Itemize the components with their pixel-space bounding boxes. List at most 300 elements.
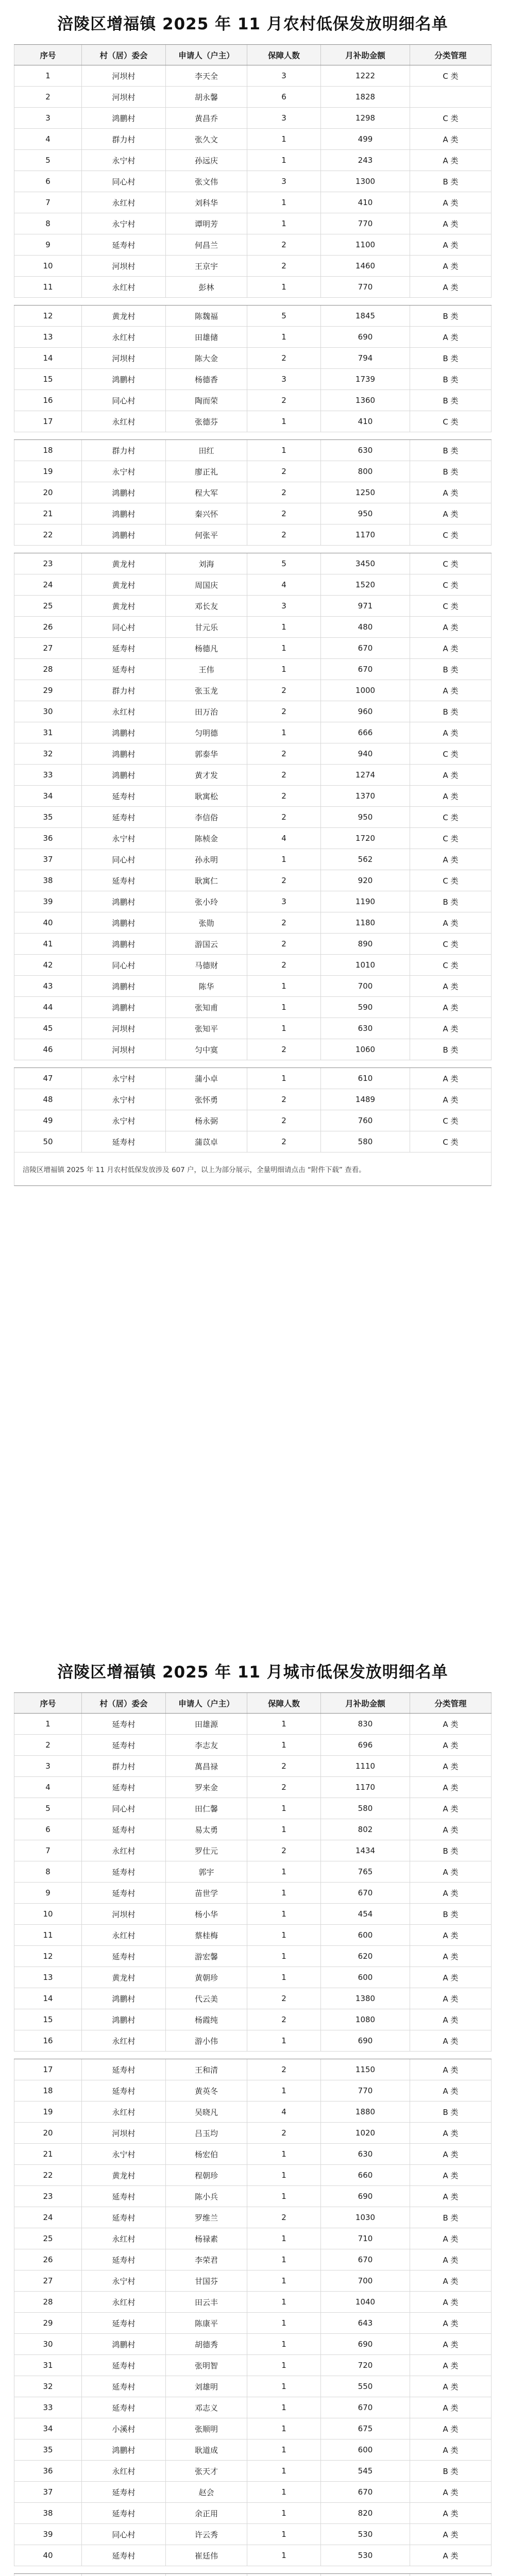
village-cell: 鸿鹏村 xyxy=(82,1988,166,2009)
table-row xyxy=(14,574,492,596)
village-cell: 延寿村 xyxy=(82,2482,166,2502)
table-row xyxy=(14,369,492,390)
people-count-cell: 1 xyxy=(247,659,321,680)
people-count-cell: 1 xyxy=(247,1018,321,1039)
applicant-cell: 苗世学 xyxy=(166,1883,247,1903)
village-cell: 延寿村 xyxy=(82,807,166,827)
table-row xyxy=(14,743,492,765)
table-row xyxy=(14,955,492,976)
applicant-cell: 何昌兰 xyxy=(166,234,247,255)
index-cell: 14 xyxy=(14,1988,82,2009)
applicant-cell: 张久文 xyxy=(166,129,247,149)
monthly-amount-cell: 794 xyxy=(321,348,410,368)
table-row xyxy=(14,277,492,298)
applicant-cell: 田云丰 xyxy=(166,2292,247,2312)
applicant-cell: 马德财 xyxy=(166,955,247,975)
village-cell: 鸿鹏村 xyxy=(82,976,166,996)
table-row xyxy=(14,2545,492,2566)
village-cell: 永红村 xyxy=(82,411,166,432)
applicant-cell: 田雄储 xyxy=(166,327,247,347)
village-cell: 延寿村 xyxy=(82,1883,166,1903)
monthly-amount-cell xyxy=(321,2574,410,2576)
village-cell: 同心村 xyxy=(82,171,166,192)
monthly-amount-cell: 700 xyxy=(321,976,410,996)
table-row xyxy=(14,1039,492,1060)
village-cell: 永宁村 xyxy=(82,1068,166,1089)
village-cell: 延寿村 xyxy=(82,2313,166,2333)
table-row xyxy=(14,2334,492,2355)
table-row xyxy=(14,638,492,659)
column-header: 序号 xyxy=(14,1693,82,1713)
category-cell: B 类 xyxy=(410,348,492,368)
category-cell: A 类 xyxy=(410,680,492,701)
applicant-cell: 胡德秀 xyxy=(166,2334,247,2354)
people-count-cell: 2 xyxy=(247,955,321,975)
monthly-amount-cell: 580 xyxy=(321,1131,410,1152)
village-cell: 永红村 xyxy=(82,701,166,722)
people-count-cell: 2 xyxy=(247,482,321,503)
village-cell: 永宁村 xyxy=(82,213,166,234)
category-cell: A 类 xyxy=(410,617,492,637)
applicant-cell: 张德芬 xyxy=(166,411,247,432)
monthly-amount-cell: 1828 xyxy=(321,87,410,107)
index-cell: 47 xyxy=(14,1068,82,1089)
applicant-cell: 刘雄明 xyxy=(166,2376,247,2397)
village-cell: 黄龙村 xyxy=(82,306,166,326)
index-cell: 6 xyxy=(14,1819,82,1840)
applicant-cell: 田红 xyxy=(166,440,247,461)
monthly-amount-cell: 666 xyxy=(321,722,410,743)
village-cell: 永宁村 xyxy=(82,2144,166,2164)
people-count-cell: 2 xyxy=(247,701,321,722)
index-cell: 31 xyxy=(14,722,82,743)
index-cell: 19 xyxy=(14,461,82,482)
applicant-cell: 杨宏伯 xyxy=(166,2144,247,2164)
index-cell: 49 xyxy=(14,1110,82,1131)
village-cell: 河坝村 xyxy=(82,1904,166,1924)
monthly-amount-cell: 630 xyxy=(321,1018,410,1039)
table-row xyxy=(14,2228,492,2249)
village-cell: 永红村 xyxy=(82,2030,166,2051)
monthly-amount-cell: 1274 xyxy=(321,765,410,785)
category-cell: A 类 xyxy=(410,2144,492,2164)
monthly-amount-cell: 770 xyxy=(321,213,410,234)
people-count-cell: 1 xyxy=(247,1068,321,1089)
monthly-amount-cell: 1845 xyxy=(321,306,410,326)
people-count-cell: 2 xyxy=(247,2009,321,2030)
monthly-amount-cell: 643 xyxy=(321,2313,410,2333)
applicant-cell: 甘国芬 xyxy=(166,2270,247,2291)
category-cell: C 类 xyxy=(410,828,492,849)
applicant-cell: 张怀勇 xyxy=(166,1089,247,1110)
category-cell: A 类 xyxy=(410,1967,492,1988)
category-cell: B 类 xyxy=(410,2461,492,2481)
index-cell: 18 xyxy=(14,2080,82,2101)
index-cell: 28 xyxy=(14,2292,82,2312)
index-cell: 37 xyxy=(14,2482,82,2502)
applicant-cell: 杨永弼 xyxy=(166,1110,247,1131)
rural-table xyxy=(14,44,492,1153)
table-row xyxy=(14,1883,492,1904)
category-cell: A 类 xyxy=(410,1861,492,1882)
column-header: 分类管理 xyxy=(410,45,492,65)
people-count-cell: 1 xyxy=(247,2355,321,2376)
index-cell: 5 xyxy=(14,150,82,171)
monthly-amount-cell: 960 xyxy=(321,701,410,722)
village-cell: 河坝村 xyxy=(82,1018,166,1039)
village-cell: 群力村 xyxy=(82,680,166,701)
table-row xyxy=(14,2376,492,2397)
monthly-amount-cell: 1300 xyxy=(321,171,410,192)
column-header: 序号 xyxy=(14,45,82,65)
index-cell: 22 xyxy=(14,2165,82,2185)
village-cell: 延寿村 xyxy=(82,1777,166,1798)
applicant-cell: 邓志义 xyxy=(166,2397,247,2418)
monthly-amount-cell: 802 xyxy=(321,1819,410,1840)
monthly-amount-cell: 690 xyxy=(321,2030,410,2051)
village-cell: 永红村 xyxy=(82,2292,166,2312)
village-cell: 河坝村 xyxy=(82,65,166,86)
people-count-cell: 2 xyxy=(247,503,321,524)
people-count-cell: 1 xyxy=(247,2461,321,2481)
index-cell: 2 xyxy=(14,87,82,107)
village-cell: 延寿村 xyxy=(82,870,166,891)
people-count-cell: 2 xyxy=(247,234,321,255)
village-cell: 同心村 xyxy=(82,849,166,870)
village-cell: 永红村 xyxy=(82,2461,166,2481)
applicant-cell: 邓长友 xyxy=(166,596,247,616)
monthly-amount-cell: 1434 xyxy=(321,1840,410,1861)
people-count-cell: 1 xyxy=(247,192,321,213)
index-cell: 17 xyxy=(14,2059,82,2080)
monthly-amount-cell: 630 xyxy=(321,440,410,461)
index-cell: 8 xyxy=(14,1861,82,1882)
people-count-cell: 2 xyxy=(247,765,321,785)
village-cell: 永宁村 xyxy=(82,1089,166,1110)
applicant-cell: 耿道成 xyxy=(166,2439,247,2460)
table-row xyxy=(14,87,492,108)
table-row xyxy=(14,171,492,192)
people-count-cell: 3 xyxy=(247,891,321,912)
village-cell: 鸿鹏村 xyxy=(82,2439,166,2460)
monthly-amount-cell: 1520 xyxy=(321,574,410,595)
village-cell: 鸿鹏村 xyxy=(82,934,166,954)
category-cell: A 类 xyxy=(410,2123,492,2143)
category-cell: A 类 xyxy=(410,1735,492,1755)
village-cell: 鸿鹏村 xyxy=(82,997,166,1018)
applicant-cell: 张小玲 xyxy=(166,891,247,912)
village-cell: 鸿鹏村 xyxy=(82,2009,166,2030)
monthly-amount-cell: 1060 xyxy=(321,1039,410,1060)
table-row xyxy=(14,2270,492,2292)
village-cell: 群力村 xyxy=(82,129,166,149)
applicant-cell: 蔡桂梅 xyxy=(166,1925,247,1945)
applicant-cell: 孙远庆 xyxy=(166,150,247,171)
applicant-cell: 罗仕元 xyxy=(166,1840,247,1861)
applicant-cell: 罗来金 xyxy=(166,1777,247,1798)
table-row xyxy=(14,129,492,150)
village-cell: 同心村 xyxy=(82,1798,166,1819)
applicant-cell: 匀中寞 xyxy=(166,1039,247,1060)
table-row xyxy=(14,2165,492,2186)
monthly-amount-cell: 1180 xyxy=(321,912,410,933)
monthly-amount-cell: 760 xyxy=(321,1110,410,1131)
table-row xyxy=(14,828,492,849)
category-cell: B 类 xyxy=(410,1840,492,1861)
index-cell: 1 xyxy=(14,65,82,86)
people-count-cell: 3 xyxy=(247,596,321,616)
table-row xyxy=(14,997,492,1018)
village-cell: 延寿村 xyxy=(82,2080,166,2101)
index-cell: 31 xyxy=(14,2355,82,2376)
urban-title: 涪陵区增福镇 2025 年 11 月城市低保发放明细名单 xyxy=(57,1663,448,1682)
category-cell: A 类 xyxy=(410,1714,492,1734)
index-cell: 9 xyxy=(14,234,82,255)
category-cell: A 类 xyxy=(410,786,492,806)
people-count-cell: 1 xyxy=(247,617,321,637)
village-cell: 永宁村 xyxy=(82,150,166,171)
table-row xyxy=(14,2482,492,2503)
people-count-cell: 2 xyxy=(247,1089,321,1110)
table-row xyxy=(14,849,492,870)
category-cell: A 类 xyxy=(410,1819,492,1840)
table-row xyxy=(14,2186,492,2207)
rural-title: 涪陵区增福镇 2025 年 11 月农村低保发放明细名单 xyxy=(57,14,448,33)
category-cell: A 类 xyxy=(410,277,492,297)
category-cell: C 类 xyxy=(410,1131,492,1152)
village-cell: 延寿村 xyxy=(82,1946,166,1967)
index-cell: 24 xyxy=(14,2207,82,2228)
monthly-amount-cell: 1040 xyxy=(321,2292,410,2312)
monthly-amount-cell: 971 xyxy=(321,596,410,616)
table-row xyxy=(14,150,492,171)
index-cell: 42 xyxy=(14,955,82,975)
index-cell: 44 xyxy=(14,997,82,1018)
village-cell: 鸿鹏村 xyxy=(82,891,166,912)
category-cell: A 类 xyxy=(410,2186,492,2207)
applicant-cell: 张知平 xyxy=(166,1018,247,1039)
column-header: 申请人（户主） xyxy=(166,45,247,65)
table-row xyxy=(14,870,492,891)
index-cell: 34 xyxy=(14,786,82,806)
village-cell: 永红村 xyxy=(82,277,166,297)
monthly-amount-cell: 890 xyxy=(321,934,410,954)
index-cell: 21 xyxy=(14,503,82,524)
category-cell: A 类 xyxy=(410,2355,492,2376)
village-cell xyxy=(82,2574,166,2576)
index-cell: 36 xyxy=(14,828,82,849)
category-cell: A 类 xyxy=(410,2165,492,2185)
monthly-amount-cell: 562 xyxy=(321,849,410,870)
monthly-amount-cell: 600 xyxy=(321,1925,410,1945)
rural-table-block xyxy=(14,0,492,1186)
table-row xyxy=(14,1067,492,1089)
monthly-amount-cell: 675 xyxy=(321,2418,410,2439)
category-cell: A 类 xyxy=(410,2009,492,2030)
index-cell: 46 xyxy=(14,1039,82,1060)
people-count-cell: 1 xyxy=(247,2503,321,2523)
village-cell: 延寿村 xyxy=(82,2397,166,2418)
table-row xyxy=(14,524,492,546)
people-count-cell: 1 xyxy=(247,1798,321,1819)
table-row xyxy=(14,1735,492,1756)
village-cell: 永红村 xyxy=(82,2228,166,2249)
table-row xyxy=(14,1110,492,1131)
people-count-cell: 1 xyxy=(247,2228,321,2249)
applicant-cell: 余正用 xyxy=(166,2503,247,2523)
applicant-cell: 杨德香 xyxy=(166,369,247,389)
monthly-amount-cell: 770 xyxy=(321,277,410,297)
category-cell: A 类 xyxy=(410,2080,492,2101)
table-row xyxy=(14,2102,492,2123)
monthly-amount-cell: 1170 xyxy=(321,1777,410,1798)
village-cell: 河坝村 xyxy=(82,1039,166,1060)
people-count-cell: 1 xyxy=(247,2482,321,2502)
people-count-cell: 3 xyxy=(247,171,321,192)
people-count-cell: 4 xyxy=(247,2102,321,2122)
applicant-cell: 易太勇 xyxy=(166,1819,247,1840)
category-cell: A 类 xyxy=(410,1925,492,1945)
table-row xyxy=(14,1967,492,1988)
index-cell: 35 xyxy=(14,2439,82,2460)
village-cell: 延寿村 xyxy=(82,2376,166,2397)
applicant-cell: 何张平 xyxy=(166,524,247,545)
index-cell: 15 xyxy=(14,369,82,389)
category-cell: A 类 xyxy=(410,722,492,743)
village-cell: 永宁村 xyxy=(82,461,166,482)
people-count-cell: 2 xyxy=(247,680,321,701)
applicant-cell: 吕玉均 xyxy=(166,2123,247,2143)
category-cell: A 类 xyxy=(410,638,492,658)
applicant-cell: 张明智 xyxy=(166,2355,247,2376)
index-cell: 16 xyxy=(14,2030,82,2051)
table-row xyxy=(14,192,492,213)
category-cell: A 类 xyxy=(410,2524,492,2545)
category-cell: A 类 xyxy=(410,2228,492,2249)
table-row xyxy=(14,1904,492,1925)
village-cell: 永红村 xyxy=(82,1925,166,1945)
index-cell: 24 xyxy=(14,574,82,595)
table-row xyxy=(14,503,492,524)
table-row xyxy=(14,786,492,807)
column-header: 保障人数 xyxy=(247,45,321,65)
category-cell: B 类 xyxy=(410,659,492,680)
applicant-cell: 吴晓凡 xyxy=(166,2102,247,2122)
index-cell: 20 xyxy=(14,482,82,503)
people-count-cell: 1 xyxy=(247,1925,321,1945)
index-cell: 21 xyxy=(14,2144,82,2164)
people-count-cell: 1 xyxy=(247,440,321,461)
table-header-row xyxy=(14,44,492,65)
people-count-cell: 1 xyxy=(247,1819,321,1840)
table-row xyxy=(14,2123,492,2144)
index-cell: 10 xyxy=(14,256,82,276)
table-row xyxy=(14,617,492,638)
people-count-cell: 1 xyxy=(247,1735,321,1755)
table-row xyxy=(14,1946,492,1967)
index-cell: 7 xyxy=(14,1840,82,1861)
people-count-cell: 1 xyxy=(247,2186,321,2207)
monthly-amount-cell: 670 xyxy=(321,2397,410,2418)
table-row xyxy=(14,2461,492,2482)
table-row xyxy=(14,2313,492,2334)
applicant-cell: 张天才 xyxy=(166,2461,247,2481)
village-cell: 永宁村 xyxy=(82,2270,166,2291)
monthly-amount-cell: 950 xyxy=(321,503,410,524)
monthly-amount-cell: 3450 xyxy=(321,553,410,574)
index-cell: 12 xyxy=(14,306,82,326)
applicant-cell: 陶而荣 xyxy=(166,390,247,411)
table-row xyxy=(14,1819,492,1840)
people-count-cell: 2 xyxy=(247,807,321,827)
category-cell: C 类 xyxy=(410,870,492,891)
index-cell: 12 xyxy=(14,1946,82,1967)
table-row xyxy=(14,1925,492,1946)
category-cell: B 类 xyxy=(410,701,492,722)
monthly-amount-cell: 800 xyxy=(321,461,410,482)
applicant-cell: 郭泰华 xyxy=(166,743,247,764)
monthly-amount-cell: 1460 xyxy=(321,256,410,276)
applicant-cell: 游宏馨 xyxy=(166,1946,247,1967)
monthly-amount-cell: 1360 xyxy=(321,390,410,411)
category-cell: A 类 xyxy=(410,976,492,996)
village-cell: 鸿鹏村 xyxy=(82,482,166,503)
people-count-cell: 1 xyxy=(247,2292,321,2312)
village-cell: 黄龙村 xyxy=(82,596,166,616)
table-row xyxy=(14,327,492,348)
index-cell: 30 xyxy=(14,701,82,722)
people-count-cell: 5 xyxy=(247,553,321,574)
people-count-cell: 1 xyxy=(247,1714,321,1734)
applicant-cell: 周国庆 xyxy=(166,574,247,595)
index-cell: 25 xyxy=(14,596,82,616)
category-cell: A 类 xyxy=(410,2482,492,2502)
monthly-amount-cell: 670 xyxy=(321,2482,410,2502)
index-cell: 13 xyxy=(14,327,82,347)
index-cell: 34 xyxy=(14,2418,82,2439)
monthly-amount-cell: 620 xyxy=(321,1946,410,1967)
people-count-cell: 1 xyxy=(247,2144,321,2164)
applicant-cell: 耿寓仁 xyxy=(166,870,247,891)
category-cell: C 类 xyxy=(410,955,492,975)
monthly-amount-cell: 1080 xyxy=(321,2009,410,2030)
index-cell: 22 xyxy=(14,524,82,545)
monthly-amount-cell: 690 xyxy=(321,327,410,347)
index-cell: 26 xyxy=(14,2249,82,2270)
category-cell: A 类 xyxy=(410,765,492,785)
village-cell: 永红村 xyxy=(82,1840,166,1861)
category-cell: A 类 xyxy=(410,503,492,524)
index-cell: 4 xyxy=(14,129,82,149)
monthly-amount-cell: 499 xyxy=(321,129,410,149)
village-cell: 鸿鹏村 xyxy=(82,524,166,545)
monthly-amount-cell: 610 xyxy=(321,1068,410,1089)
people-count-cell: 1 xyxy=(247,1946,321,1967)
urban-table-block xyxy=(14,1648,492,2576)
column-header: 月补助金额 xyxy=(321,1693,410,1713)
table-row xyxy=(14,1131,492,1153)
village-cell: 同心村 xyxy=(82,2524,166,2545)
table-row xyxy=(14,1840,492,1861)
category-cell: A 类 xyxy=(410,2503,492,2523)
category-cell: A 类 xyxy=(410,2059,492,2080)
people-count-cell: 1 xyxy=(247,411,321,432)
village-cell: 鸿鹏村 xyxy=(82,2334,166,2354)
applicant-cell: 甘元乐 xyxy=(166,617,247,637)
applicant-cell: 黄才发 xyxy=(166,765,247,785)
index-cell: 3 xyxy=(14,1756,82,1776)
people-count-cell: 1 xyxy=(247,277,321,297)
